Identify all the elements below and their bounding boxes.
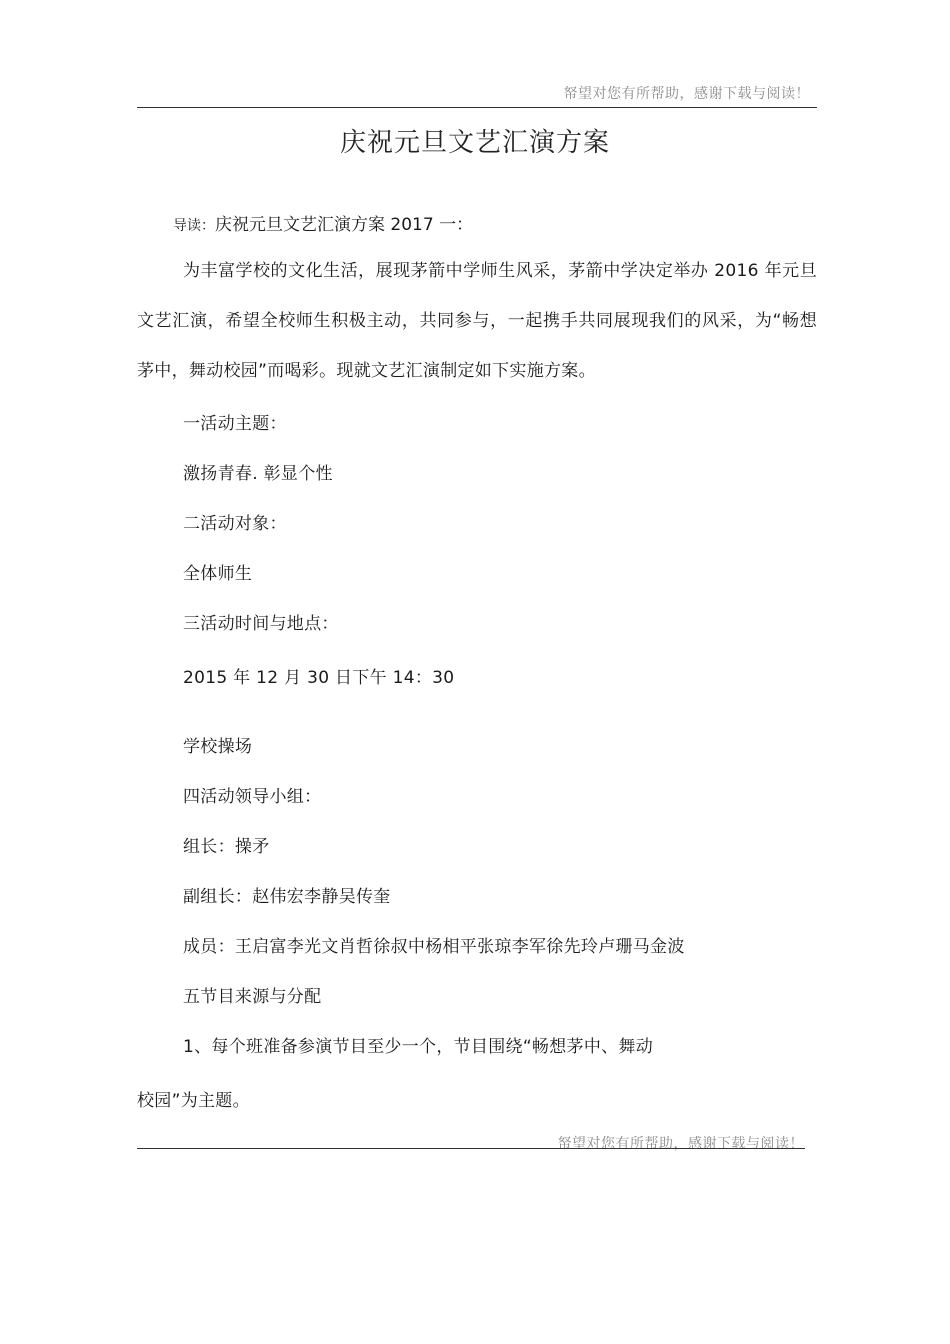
intro-line [173,210,473,235]
section-1-content: 激扬青春. 彰显个性 [183,464,333,484]
section-3-place: 学校操场 [183,737,253,757]
footer-divider [137,1148,805,1149]
page-footer-note: 帑望对您有所帮助，感谢下载与阅读！ [557,1136,804,1152]
intro-label: 导读： [173,218,215,234]
document-title: 庆祝元旦文艺汇演方案 [339,128,610,158]
body-paragraph: 为丰富学校的文化生活，展现茅箭中学师生风采，茅箭中学决定举办 2016 年元旦文艺汇演，希望全校师生积极主动，共同参与，一起携手共同展现我们的风采，为“畅想茅中，舞动校园”而喝彩。现就文艺汇演制定如下实施方案。 [137,261,817,381]
page-header-note: 帑望对您有所帮助，感谢下载与阅读！ [563,86,810,102]
section-3-time: 2015 年 12 月 30 日下午 14：30 [183,668,455,688]
section-3-heading: 三活动时间与地点： [183,614,339,634]
section-4-deputy: 副组长：赵伟宏李静吴传奎 [183,887,391,907]
section-1-heading: 一活动主题： [183,414,287,434]
section-5-item-1-continued: 校园”为主题。 [137,1091,250,1111]
section-5-item-1: 1、每个班准备参演节目至少一个，节目围绕“畅想茅中、舞动 [183,1037,654,1057]
section-4-leader: 组长：操矛 [183,837,270,857]
section-4-heading: 四活动领导小组： [183,787,322,807]
section-2-heading: 二活动对象： [183,514,287,534]
section-2-content: 全体师生 [183,564,253,584]
intro-text: 庆祝元旦文艺汇演方案 2017 一： [215,215,474,235]
section-5-heading: 五节目来源与分配 [183,987,322,1007]
section-4-members: 成员：王启富李光文肖哲徐叔中杨相平张琼李军徐先玲卢珊马金波 [183,937,685,957]
header-divider [137,107,817,108]
